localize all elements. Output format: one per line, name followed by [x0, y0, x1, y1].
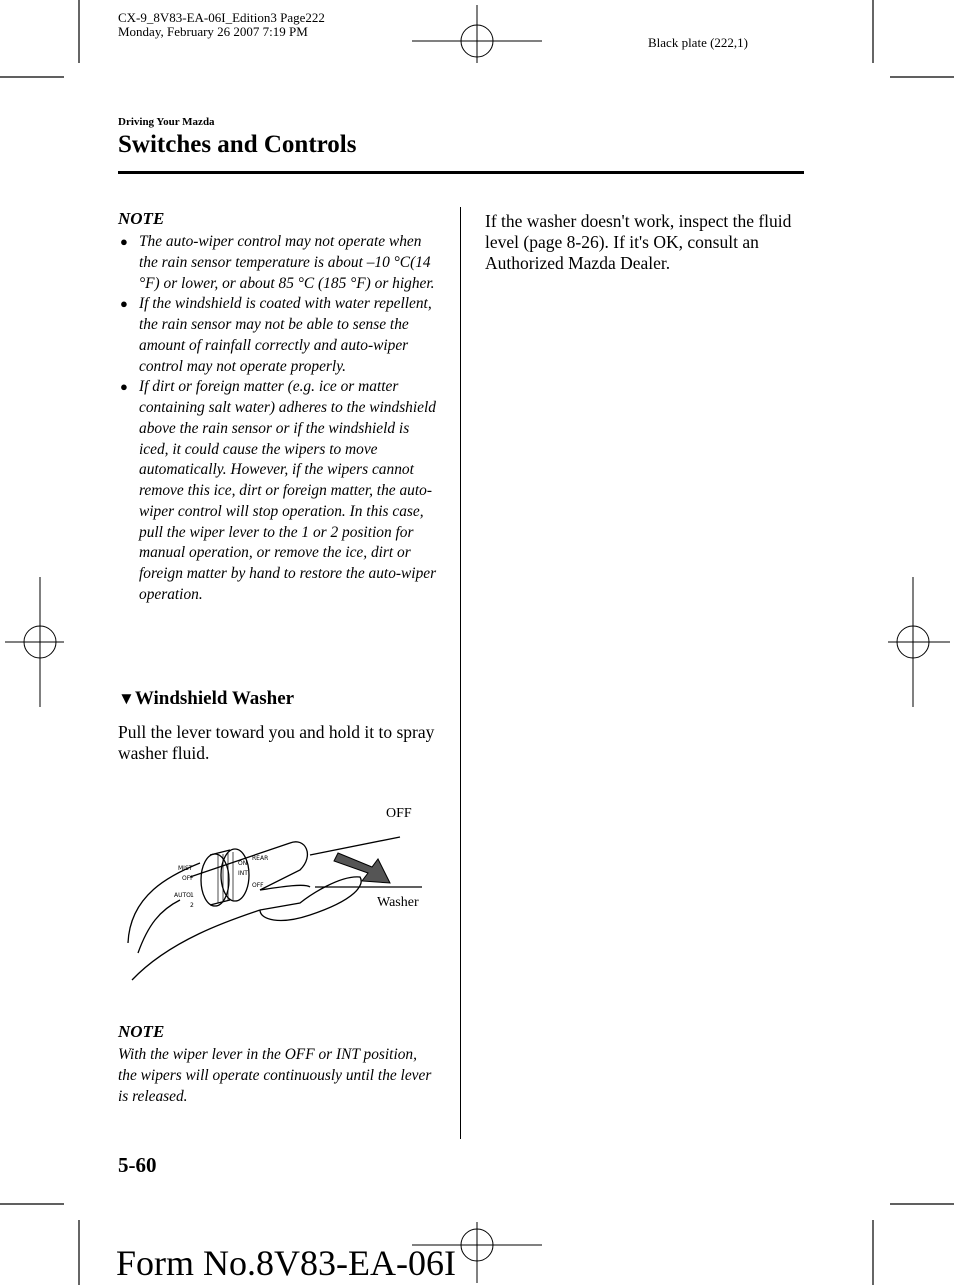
registration-target-right: [888, 577, 950, 707]
dial-label-off: OFF: [182, 875, 194, 882]
dial-label-auto: AUTO: [174, 892, 191, 899]
dial-label-mist: MIST: [178, 865, 193, 872]
bullet-dot-icon: ●: [120, 379, 128, 395]
triangle-down-icon: ▼: [118, 689, 135, 708]
dial-label-2: 2: [190, 902, 194, 909]
note-bullet: ● If dirt or foreign matter (e.g. ice or matter containing salt water) adheres to the windshield above the rain sensor or if the windshield is iced, it could cause the wipers to move automatically. However, if the wipers cannot remove this ice, dirt or foreign matter, the auto-wiper control will stop operation. In this case, pull the wiper lever to the 1 or 2 position for manual operation, or remove the ice, dirt or foreign matter by hand to restore the auto-wiper operation.: [120, 378, 437, 603]
print-job-line: CX-9_8V83-EA-06I_Edition3 Page222: [118, 10, 325, 25]
plate-label: Black plate (222,1): [648, 35, 748, 50]
note-bullet: ● If the windshield is coated with water repellent, the rain sensor may not be able to sense the amount of rainfall correctly and auto-wiper control may not operate properly.: [120, 295, 432, 375]
note2-text: With the wiper lever in the OFF or INT position, the wipers will operate continuously until the lever is released.: [118, 1046, 432, 1105]
registration-target-top: [412, 5, 542, 63]
bullet-dot-icon: ●: [120, 296, 128, 312]
washer-direction-arrow-icon: [334, 853, 390, 883]
note-heading: NOTE: [118, 209, 165, 228]
wiper-lever-illustration: [110, 825, 430, 990]
note-bullet-list: [118, 232, 440, 606]
dial-label-rear: REAR: [252, 855, 269, 862]
title-rule: [118, 171, 804, 174]
washer-troubleshooting: If the washer doesn't work, inspect the fluid level (page 8-26). If it's OK, consult an Authorized Mazda Dealer.: [485, 211, 792, 273]
note2-heading: NOTE: [118, 1022, 165, 1041]
column-divider: [460, 207, 461, 1139]
subsection-heading: ▼Windshield Washer: [118, 688, 295, 709]
dial-label-rear-off: OFF: [252, 882, 264, 889]
dial-label-1: 1: [190, 892, 194, 899]
washer-instruction: Pull the lever toward you and hold it to spray washer fluid.: [118, 722, 435, 763]
figure-label-off: OFF: [386, 806, 412, 821]
bullet-dot-icon: ●: [120, 234, 128, 249]
figure-label-washer: Washer: [377, 895, 419, 910]
registration-target-left: [5, 577, 64, 707]
dial-label-int: INT: [238, 870, 248, 877]
form-number-footer: Form No.8V83-EA-06I: [116, 1243, 456, 1283]
section-label: Driving Your Mazda: [118, 116, 215, 128]
note-bullet: ● The auto-wiper control may not operate when the rain sensor temperature is about –10 °C(14 °F) or lower, or about 85 °C (185 °F) or higher.: [120, 233, 435, 292]
dial-label-on: ON: [238, 860, 248, 867]
print-date-line: Monday, February 26 2007 7:19 PM: [118, 24, 308, 39]
page-title: Switches and Controls: [118, 131, 357, 158]
page-number: 5-60: [118, 1153, 157, 1177]
